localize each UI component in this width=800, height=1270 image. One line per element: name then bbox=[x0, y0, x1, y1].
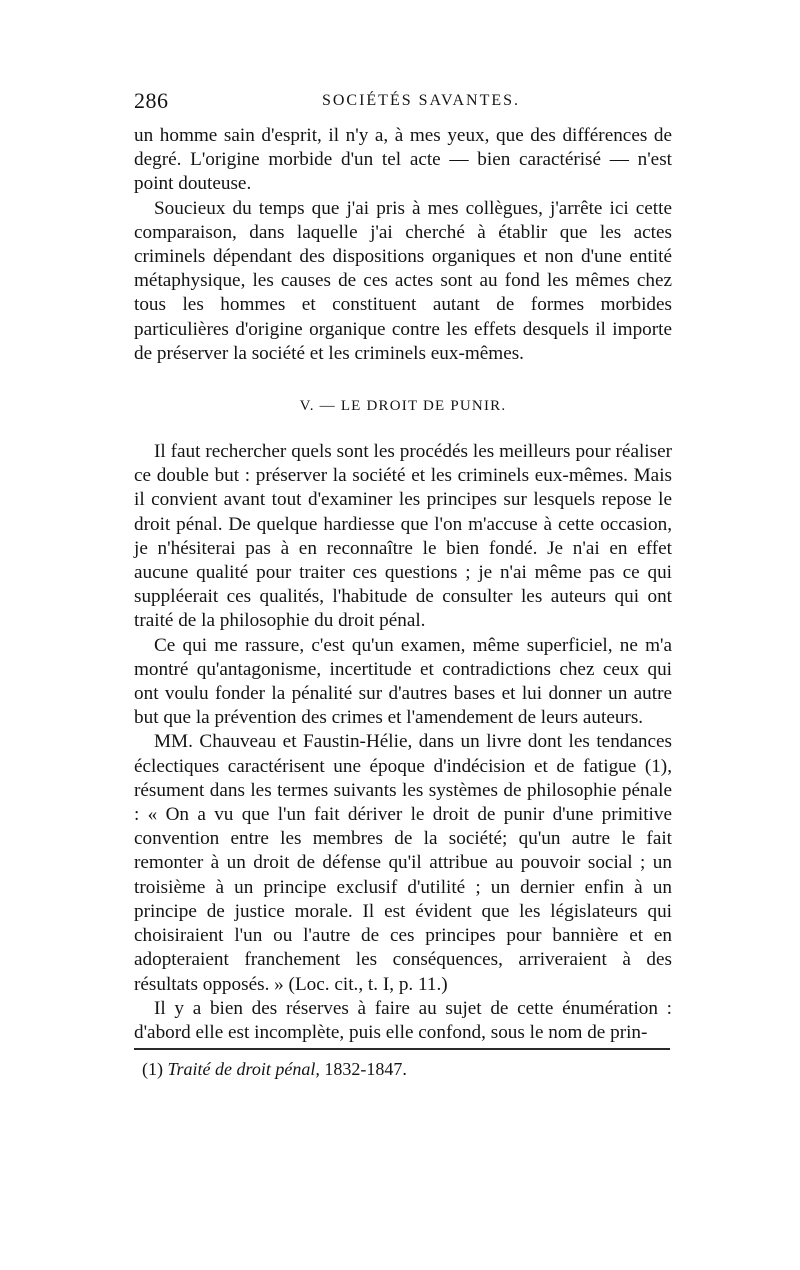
paragraph-continued: un homme sain d'esprit, il n'y a, à mes yeux, que des différences de degré. L'origine morbide d'un tel acte — bien caractérisé — n'est point douteuse. bbox=[134, 125, 672, 195]
footnote-title: Traité de droit pénal, bbox=[167, 1059, 320, 1079]
footnote-rule bbox=[134, 1048, 670, 1050]
page-number: 286 bbox=[134, 88, 169, 113]
footnote-marker: (1) bbox=[142, 1059, 163, 1079]
footnote bbox=[142, 1058, 670, 1080]
paragraph: MM. Chauveau et Faustin-Hélie, dans un livre dont les tendances éclectiques caractérisent une époque d'indécision et de fatigue (1), résument dans les termes suivants les systèmes de philosophie pénale : « On a vu que l'un fait dériver le droit de punir d'une primitive convention entre les membres de la société; qu'un autre le fait remonter à un droit de défense qu'il attribue au pouvoir social ; un troisième à un principe exclusif d'utilité ; un dernier enfin à un principe de justice morale. Il est évident que les législateurs qui choisiraient l'un ou l'autre de ces principes pour bannière et en adopteraient franchement les conséquences, arriveraient à des résultats opposés. » (Loc. cit., t. I, p. 11.) bbox=[134, 731, 672, 995]
paragraph: Ce qui me rassure, c'est qu'un examen, même superficiel, ne m'a montré qu'antagonisme, incertitude et contradictions chez ceux qui ont voulu fonder la pénalité sur d'autres bases et lui donner un autre but que la prévention des crimes et l'amendement de leurs auteurs. bbox=[134, 634, 672, 729]
running-title: SOCIÉTÉS SAVANTES. bbox=[321, 92, 521, 109]
paragraph: Il y a bien des réserves à faire au sujet de cette énumération : d'abord elle est incomplète, puis elle confond, sous le nom de prin- bbox=[134, 997, 672, 1043]
body-text bbox=[134, 124, 672, 1045]
section-heading: V. — LE DROIT DE PUNIR. bbox=[299, 398, 507, 415]
paragraph: Il faut rechercher quels sont les procédés les meilleurs pour réaliser ce double but : préserver la société et les criminels eux-mêmes. Mais il convient avant tout d'examiner les principes sur lesquels repose le droit pénal. De quelque hardiesse que l'on m'accuse à cette occasion, je n'hésiterai pas à en reconnaître le bien fondé. Je n'ai en effet aucune qualité pour traiter ces questions ; je n'ai même pas ce qui suppléerait ces qualités, l'habitude de consulter les auteurs qui ont traité de la philosophie du droit pénal. bbox=[134, 441, 672, 632]
page-header bbox=[134, 88, 672, 122]
paragraph: Soucieux du temps que j'ai pris à mes collègues, j'arrête ici cette comparaison, dans laquelle j'ai cherché à établir que les actes criminels dépendant des dispositions organiques et non d'une entité métaphysique, les causes de ces actes sont au fond les mêmes chez tous les hommes et constituent autant de formes morbides particulières d'origine organique contre les effets desquels il importe de préserver la société et les criminels eux-mêmes. bbox=[134, 197, 672, 364]
footnote-years: 1832-1847. bbox=[324, 1059, 407, 1079]
